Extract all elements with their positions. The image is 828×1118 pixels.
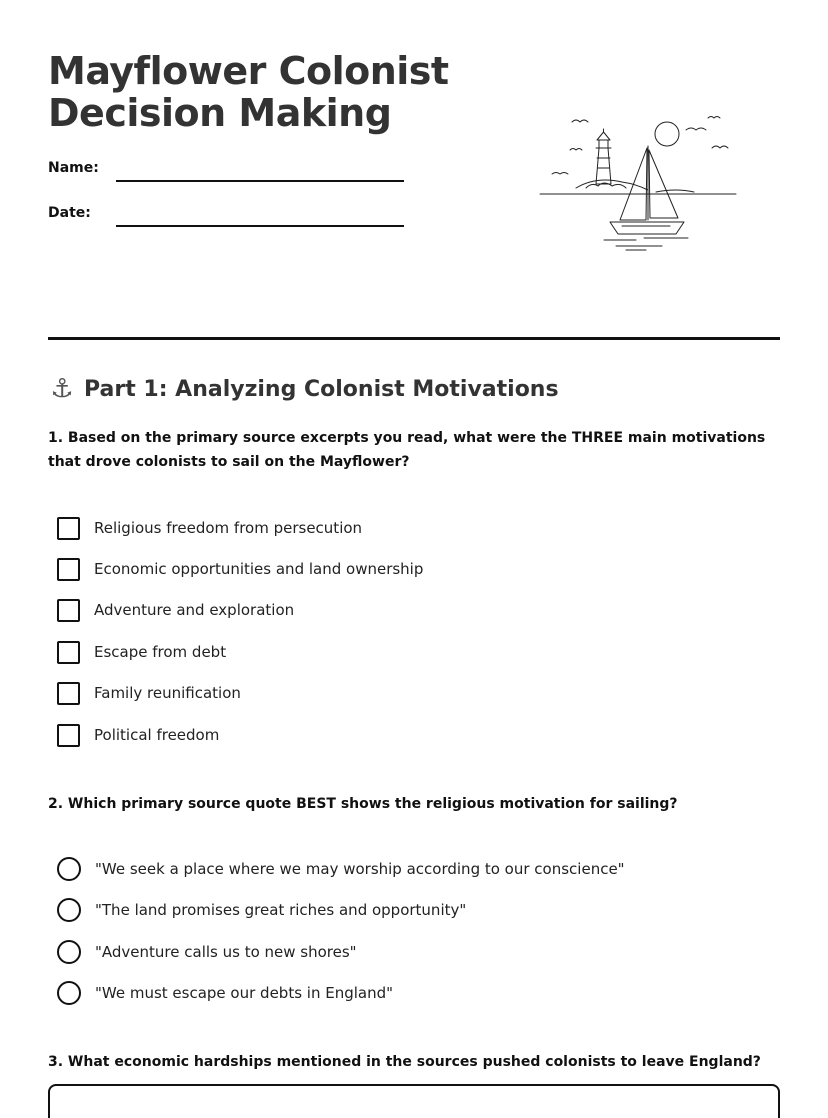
q1-option[interactable] bbox=[57, 598, 294, 622]
date-field[interactable] bbox=[116, 225, 404, 227]
part1-title: Part 1: Analyzing Colonist Motivations bbox=[84, 376, 559, 402]
option-label: Family reunification bbox=[94, 684, 241, 702]
q1-option[interactable] bbox=[57, 557, 423, 581]
checkbox[interactable] bbox=[57, 599, 80, 622]
q1-option[interactable] bbox=[57, 516, 362, 540]
lighthouse-sailboat-illustration bbox=[536, 108, 742, 254]
name-field[interactable] bbox=[116, 180, 404, 182]
page-title-line1: Mayflower Colonist bbox=[48, 49, 449, 93]
question-3: 3. What economic hardships mentioned in the sources pushed colonists to leave England? bbox=[48, 1054, 761, 1070]
page-title bbox=[48, 50, 449, 134]
radio-button[interactable] bbox=[57, 857, 81, 881]
q1-option[interactable] bbox=[57, 640, 226, 664]
q2-option[interactable] bbox=[57, 981, 393, 1005]
q2-option[interactable] bbox=[57, 898, 466, 922]
option-label: Political freedom bbox=[94, 726, 220, 744]
page-title-line2: Decision Making bbox=[48, 91, 392, 135]
question-2: 2. Which primary source quote BEST shows the religious motivation for sailing? bbox=[48, 796, 678, 812]
option-label: "The land promises great riches and opportunity" bbox=[95, 901, 467, 919]
anchor-icon: ⚓ bbox=[50, 374, 74, 404]
option-label: "We must escape our debts in England" bbox=[95, 984, 394, 1002]
q1-option[interactable] bbox=[57, 723, 219, 747]
part1-heading bbox=[48, 374, 559, 404]
name-label: Name: bbox=[48, 160, 99, 176]
checkbox[interactable] bbox=[57, 558, 80, 581]
checkbox[interactable] bbox=[57, 641, 80, 664]
question-1: 1. Based on the primary source excerpts you read, what were the THREE main motivations that drove colonists to sail on the Mayflower? bbox=[48, 430, 766, 470]
option-label: "We seek a place where we may worship according to our conscience" bbox=[95, 860, 625, 878]
date-label: Date: bbox=[48, 205, 91, 221]
section-divider bbox=[48, 337, 780, 340]
q3-answer-textarea[interactable] bbox=[48, 1084, 780, 1118]
checkbox[interactable] bbox=[57, 724, 80, 747]
q1-option[interactable] bbox=[57, 681, 241, 705]
radio-button[interactable] bbox=[57, 940, 81, 964]
option-label: Economic opportunities and land ownership bbox=[94, 560, 424, 578]
option-label: Escape from debt bbox=[94, 643, 227, 661]
radio-button[interactable] bbox=[57, 898, 81, 922]
option-label: Adventure and exploration bbox=[94, 601, 295, 619]
q2-option[interactable] bbox=[57, 857, 625, 881]
checkbox[interactable] bbox=[57, 682, 80, 705]
option-label: Religious freedom from persecution bbox=[94, 519, 363, 537]
checkbox[interactable] bbox=[57, 517, 80, 540]
radio-button[interactable] bbox=[57, 981, 81, 1005]
q2-option[interactable] bbox=[57, 940, 357, 964]
option-label: "Adventure calls us to new shores" bbox=[95, 943, 357, 961]
